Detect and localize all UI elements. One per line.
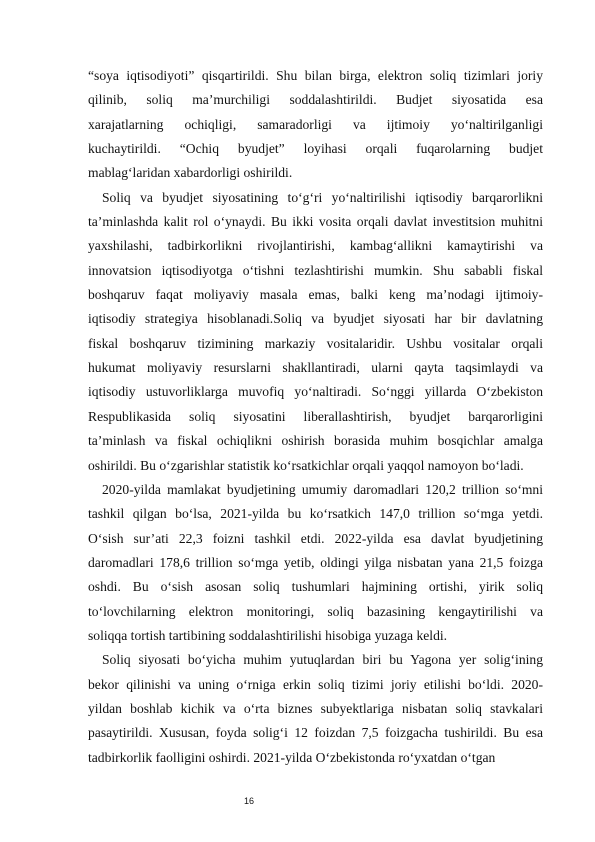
text-line: fiskal boshqaruv tizimining markaziy vositalaridir. Ushbu vositalar orqali [88, 335, 543, 351]
text-line: oshdi. Bu o‘sish asosan soliq tushumlari hajmining ortishi, yirik soliq [88, 579, 543, 595]
document-body [88, 64, 543, 770]
text-line: soliqqa tortish tartibining soddalashtirilishi hisobiga yuzaga keldi. [88, 627, 448, 643]
text-line: iqtisodiy strategiya hisoblanadi.Soliq va byudjet siyosati har bir davlatning [88, 311, 543, 327]
page-number: 16 [244, 796, 255, 806]
text-line: oshirildi. Bu o‘zgarishlar statistik ko‘rsatkichlar orqali yaqqol namoyon bo‘ladi. [88, 457, 524, 473]
text-line: bekor qilinishi va uning o‘rniga erkin soliq tizimi joriy etilishi bo‘ldi. 2020- [88, 676, 543, 692]
text-line: mablag‘laridan xabardorligi oshirildi. [88, 165, 293, 181]
paragraph [88, 186, 543, 478]
text-line: O‘sish sur’ati 22,3 foizni tashkil etdi. 2022-yilda esa davlat byudjetining [88, 530, 543, 546]
text-line: boshqaruv faqat moliyaviy masala emas, balki keng ma’nodagi ijtimoiy- [88, 287, 543, 303]
text-line: ta’minlash va fiskal ochiqlikni oshirish borasida muhim bosqichlar amalga [88, 433, 543, 449]
text-line: “soya iqtisodiyoti” qisqartirildi. Shu bilan birga, elektron soliq tizimlari joriy [88, 68, 543, 83]
text-line: iqtisodiy ustuvorliklarga muvofiq yo‘naltiradi. So‘nggi yillarda O‘zbekiston [88, 384, 543, 400]
text-line: pasaytirildi. Xususan, foyda solig‘i 12 foizdan 7,5 foizgacha tushirildi. Bu esa [88, 725, 543, 741]
text-line: to‘lovchilarning elektron monitoringi, soliq bazasining kengaytirilishi va [88, 603, 543, 619]
text-line: tadbirkorlik faolligini oshirdi. 2021-yilda O‘zbekistonda ro‘yxatdan o‘tgan [88, 749, 496, 765]
text-line: yaxshilashi, tadbirkorlikni rivojlantirishi, kambag‘allikni kamaytirishi va [88, 238, 543, 254]
text-line: xarajatlarning ochiqligi, samaradorligi va ijtimoiy yo‘naltirilganligi [88, 116, 543, 132]
text-line: Respublikasida soliq siyosatini liberallashtirish, byudjet barqarorligini [88, 408, 543, 424]
text-line: Soliq siyosati bo‘yicha muhim yutuqlardan biri bu Yagona yer solig‘ining [102, 652, 543, 668]
text-line: innovatsion iqtisodiyotga o‘tishni tezlashtirishi mumkin. Shu sababli fiskal [88, 262, 543, 278]
text-line: hukumat moliyaviy resurslarni shakllantiradi, ularni qayta taqsimlaydi va [88, 360, 543, 376]
text-line: kuchaytirildi. “Ochiq byudjet” loyihasi orqali fuqarolarning budjet [88, 141, 543, 157]
text-line: daromadlari 178,6 trillion so‘mga yetib, oldingi yilga nisbatan yana 21,5 foizga [88, 554, 543, 570]
text-line: ta’minlashda kalit rol o‘ynaydi. Bu ikki vosita orqali davlat investitsion muhitni [88, 214, 543, 230]
paragraph [88, 478, 543, 648]
text-line: tashkil qilgan bo‘lsa, 2021-yilda bu ko‘rsatkich 147,0 trillion so‘mga yetdi. [88, 506, 543, 522]
text-line: 2020-yilda mamlakat byudjetining umumiy daromadlari 120,2 trillion so‘mni [102, 481, 543, 497]
paragraph [88, 648, 543, 770]
text-line: Soliq va byudjet siyosatining to‘g‘ri yo‘naltirilishi iqtisodiy barqarorlikni [102, 189, 543, 205]
text-line: yildan boshlab kichik va o‘rta biznes subyektlariga nisbatan soliq stavkalari [88, 700, 543, 716]
text-line: qilinib, soliq ma’murchiligi soddalashtirildi. Budjet siyosatida esa [88, 92, 543, 108]
paragraph [88, 64, 543, 186]
